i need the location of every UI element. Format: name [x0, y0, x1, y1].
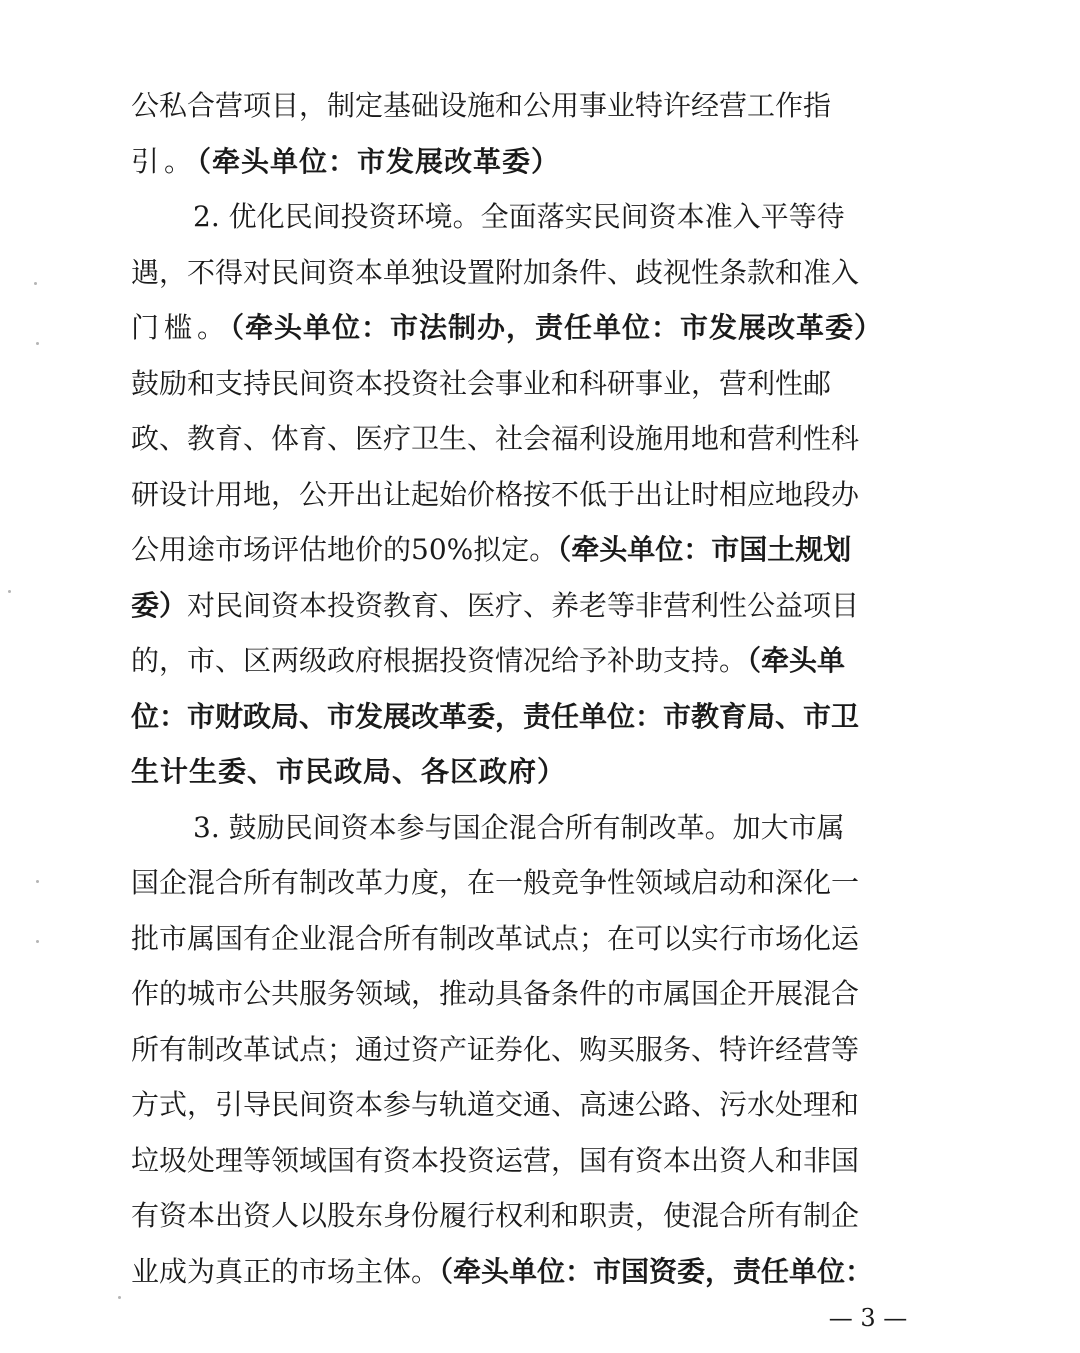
responsible-unit-note: 生计生委、市民政局、各区政府）	[131, 755, 567, 788]
text-line	[131, 411, 946, 467]
text-line	[131, 189, 946, 245]
line-text: 2. 优化民间投资环境。全面落实民间资本准入平等待	[193, 200, 845, 233]
text-line	[131, 800, 946, 856]
text-line	[131, 855, 946, 911]
text-line	[131, 1244, 946, 1300]
text-line	[131, 1022, 946, 1078]
line-text: 方式，引导民间资本参与轨道交通、高速公路、污水处理和	[131, 1088, 860, 1121]
responsible-unit-note: （牵头单位：市发展改革委）	[197, 144, 561, 178]
text-line	[131, 744, 946, 800]
line-text: 所有制改革试点；通过资产证券化、购买服务、特许经营等	[131, 1032, 860, 1066]
text-line	[131, 689, 946, 745]
text-line	[131, 245, 946, 301]
text-line	[131, 633, 946, 689]
line-text: 垃圾处理等领域国有资本投资运营，国有资本出资人和非国	[131, 1143, 860, 1177]
line-text: 鼓励和支持民间资本投资社会事业和科研事业，营利性邮	[131, 366, 832, 400]
line-text: 公私合营项目，制定基础设施和公用事业特许经营工作指	[131, 89, 832, 122]
responsible-unit-note: 委）	[131, 588, 188, 622]
responsible-unit-note: （牵头单	[747, 644, 846, 677]
text-line	[131, 78, 946, 134]
text-line	[131, 911, 946, 967]
line-text: 政、教育、体育、医疗卫生、社会福利设施用地和营利性科	[131, 422, 860, 455]
responsible-unit-note: （牵头单位：市法制办，责任单位：市发展改革委）	[230, 311, 884, 344]
text-line	[131, 300, 946, 356]
text-line	[131, 134, 946, 190]
responsible-unit-note: （牵头单位：市国土规划	[557, 533, 852, 566]
text-line	[131, 1133, 946, 1189]
body-text	[131, 78, 946, 1299]
text-line	[131, 356, 946, 412]
line-text: 门槛。	[131, 311, 231, 344]
line-text: 的，市、区两级政府根据投资情况给予补助支持。	[131, 644, 748, 677]
line-text: 公用途市场评估地价的50%拟定。	[131, 533, 558, 566]
text-line	[131, 522, 946, 578]
line-text: 批市属国有企业混合所有制改革试点；在可以实行市场化运	[131, 921, 860, 955]
line-text: 对民间资本投资教育、医疗、养老等非营利性公益项目	[187, 588, 860, 622]
line-text: 3. 鼓励民间资本参与国企混合所有制改革。加大市属	[193, 810, 845, 844]
text-line	[131, 1188, 946, 1244]
line-text: 引。	[131, 144, 198, 178]
line-text: 有资本出资人以股东身份履行权利和职责，使混合所有制企	[131, 1199, 860, 1232]
line-text: 作的城市公共服务领域，推动具备条件的市属国企开展混合	[131, 977, 860, 1010]
responsible-unit-note: 位：市财政局、市发展改革委，责任单位：市教育局、市卫	[131, 699, 860, 733]
text-line	[131, 1077, 946, 1133]
line-text: 国企混合所有制改革力度，在一般竞争性领域启动和深化一	[131, 866, 860, 899]
line-text: 研设计用地，公开出让起始价格按不低于出让时相应地段办	[131, 477, 860, 511]
line-text: 业成为真正的市场主体。	[131, 1254, 440, 1288]
page-number: — 3 —	[828, 1304, 908, 1332]
text-line	[131, 578, 946, 634]
line-text: 遇，不得对民间资本单独设置附加条件、歧视性条款和准入	[131, 255, 860, 289]
responsible-unit-note: （牵头单位：市国资委，责任单位：	[439, 1254, 874, 1288]
text-line	[131, 467, 946, 523]
text-line	[131, 966, 946, 1022]
